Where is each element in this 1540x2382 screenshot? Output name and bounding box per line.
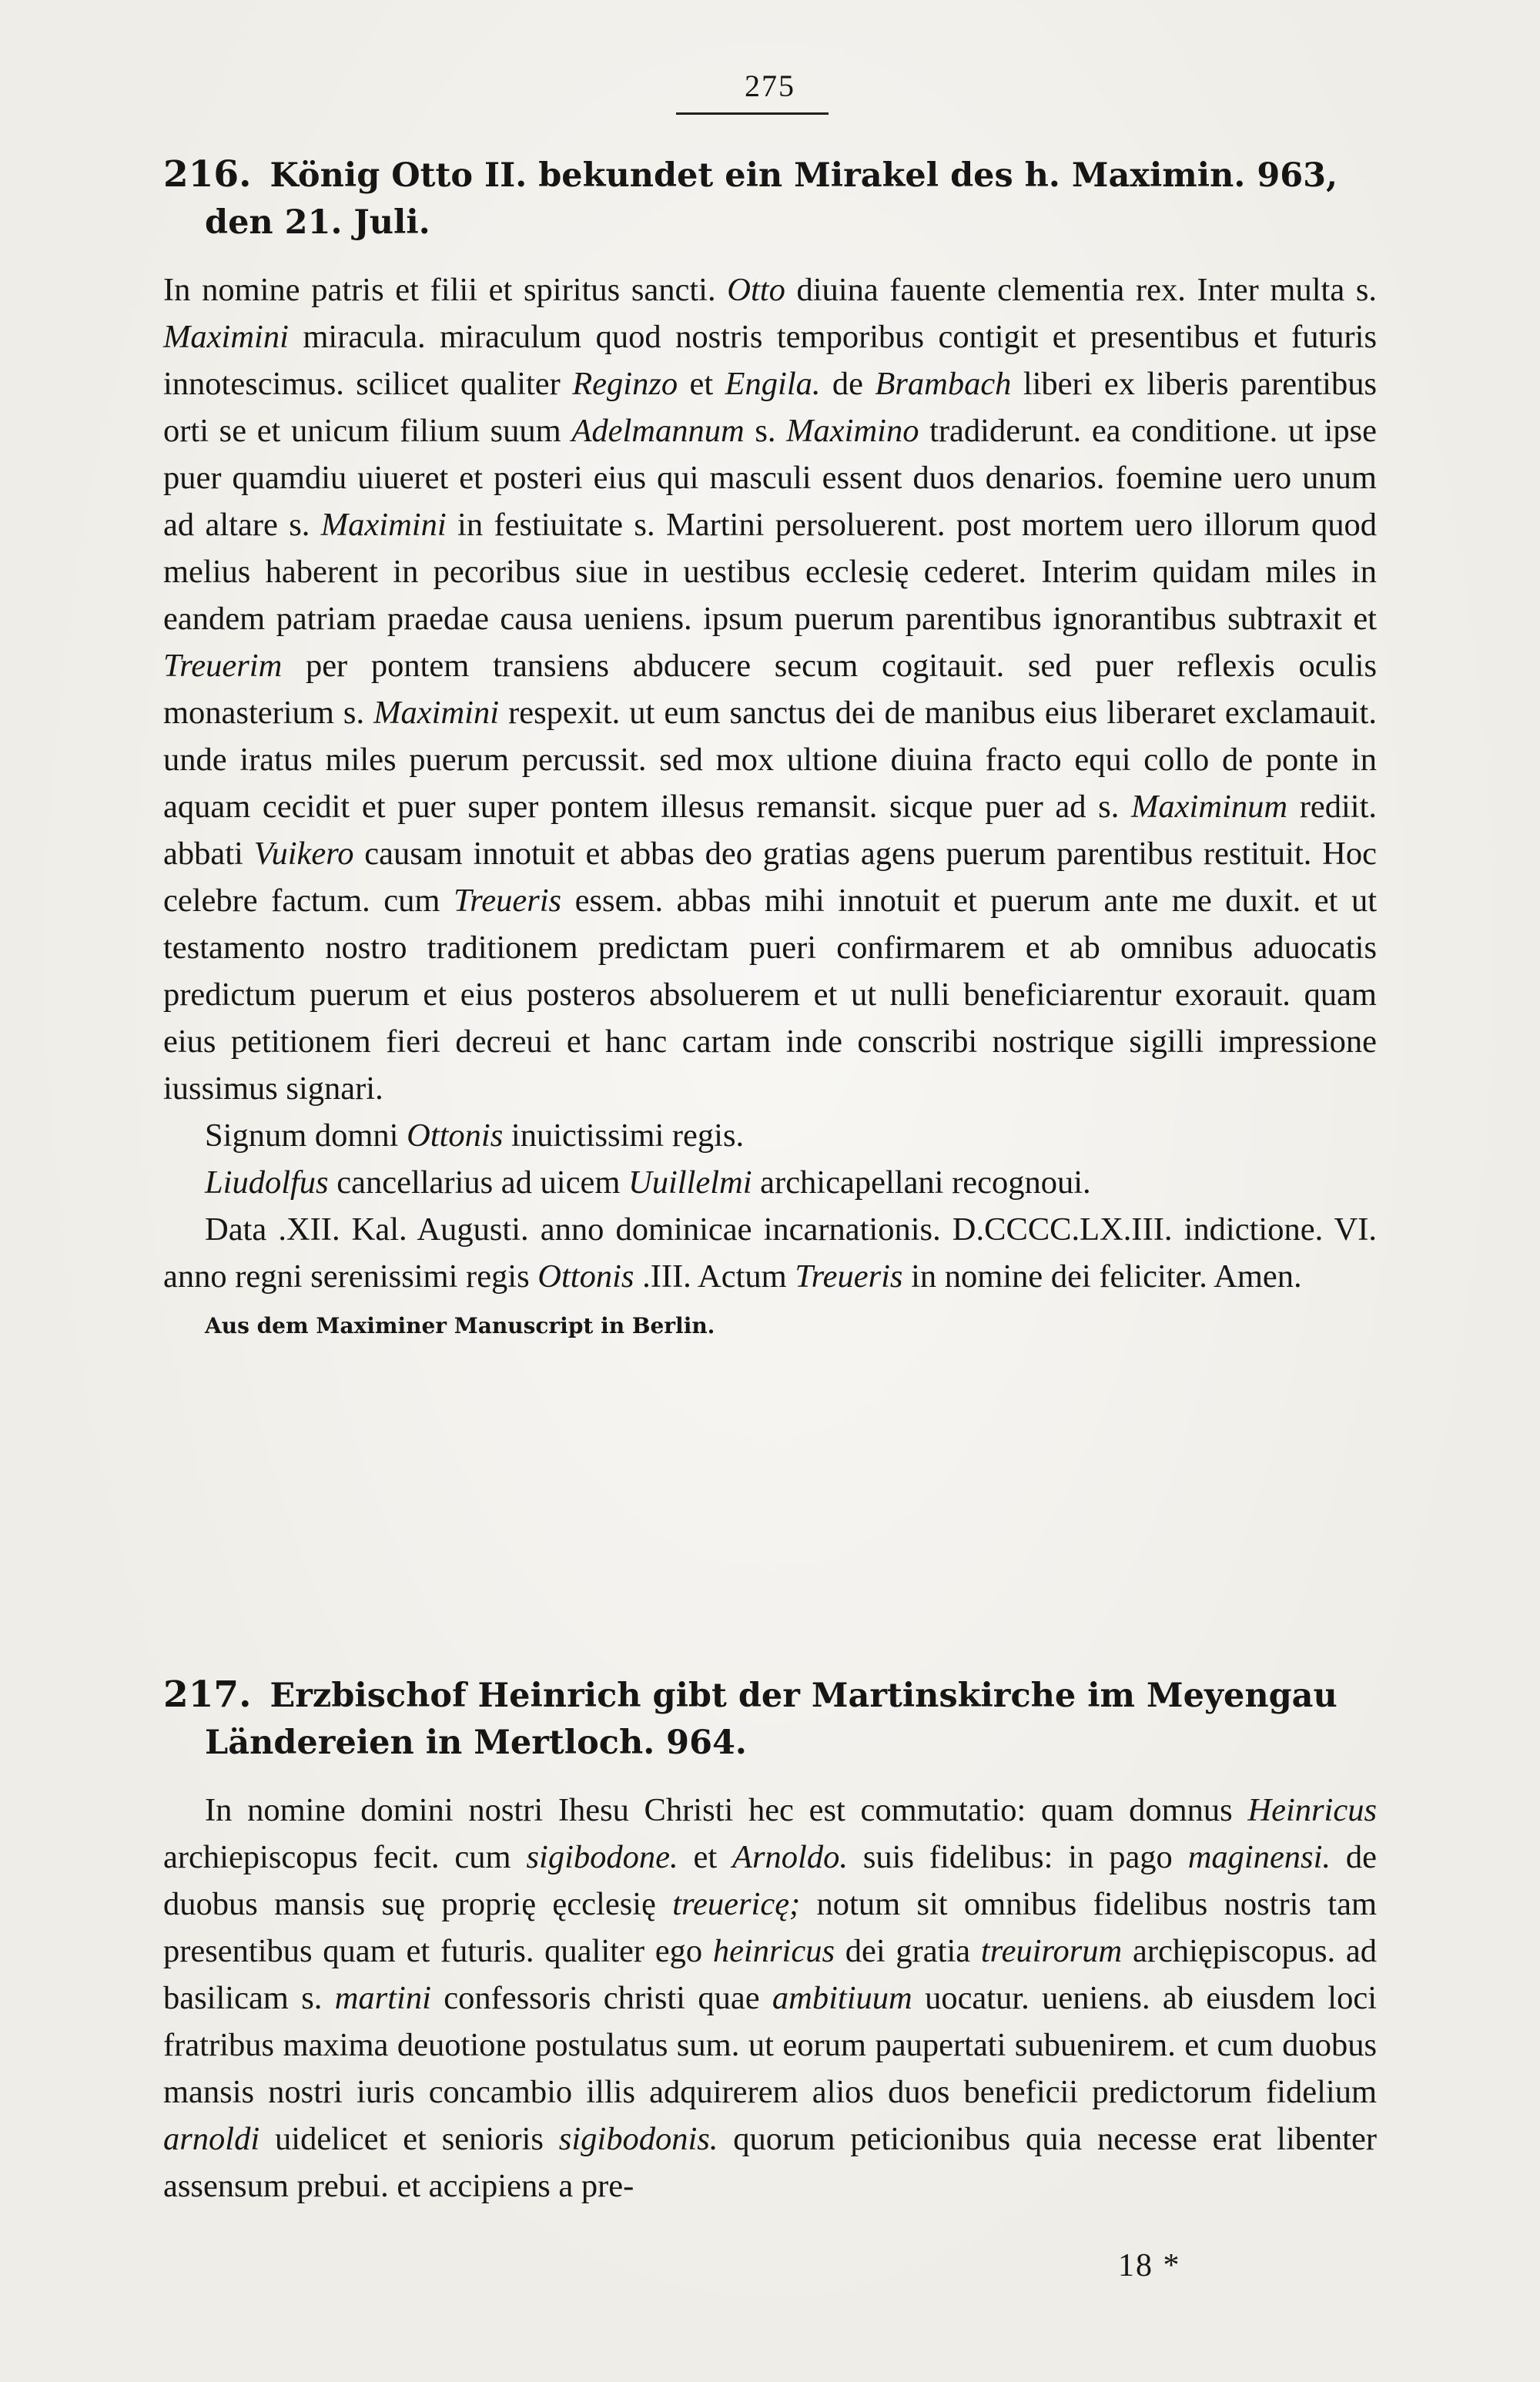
body-text: uidelicet et senioris xyxy=(275,2121,544,2157)
document-216-title-line2: den 21. Juli. xyxy=(205,203,430,242)
body-text: notum sit omnibus fidelibus nostris tam presentibus quam et futuris. qualiter ego xyxy=(163,1886,1378,1969)
name-arnoldi: arnoldi xyxy=(163,2121,260,2157)
dating-text: Data .XII. Kal. Augusti. anno dominicae incarnationis. D.CCCC.LX.III. indictione. VI. anno regni serenissimi regis xyxy=(163,1211,1377,1295)
document-217 xyxy=(163,1671,1377,2209)
name-heinricus: heinricus xyxy=(712,1933,835,1969)
name-maximini: Maximini xyxy=(320,507,447,543)
signum-line xyxy=(163,1112,1377,1159)
body-text: archiępiscopus. ad basilicam s. xyxy=(163,1933,1378,2016)
name-treuerim: Treuerim xyxy=(163,648,283,684)
body-text: per pontem transiens abducere secum cogitauit. sed puer reflexis oculis monasterium s. xyxy=(163,648,1377,731)
source-note: Aus dem Maximiner Manuscript in Berlin. xyxy=(205,1313,715,1338)
name-sigibodone: sigibodone. xyxy=(526,1839,678,1875)
body-text: de xyxy=(832,366,863,402)
recognition-line xyxy=(163,1159,1377,1206)
name-treuirorum: treuirorum xyxy=(980,1933,1123,1969)
body-text: archiepiscopus fecit. cum xyxy=(163,1839,511,1875)
document-216-number: 216. xyxy=(163,153,252,196)
page-number: 275 xyxy=(745,69,795,103)
body-text: s. xyxy=(755,413,776,449)
name-maximini: Maximini xyxy=(163,319,289,355)
name-maximini: Maximini xyxy=(373,695,500,731)
body-text: tradiderunt. ea conditione. ut ipse puer quamdiu uiueret et posteri eius qui masculi essent duos denarios. foemine uero unum ad altare s. xyxy=(163,413,1377,543)
body-text: miracula. miraculum quod nostris temporibus contigit et presentibus et futuris innotescimus. scilicet qualiter xyxy=(163,319,1378,402)
name-arnoldo: Arnoldo. xyxy=(732,1839,848,1875)
name-sigibodonis: sigibodonis. xyxy=(558,2121,718,2157)
name-treueris: Treueris xyxy=(453,883,562,919)
body-text: respexit. ut eum sanctus dei de manibus eius liberaret exclamauit. unde iratus miles puerum percussit. sed mox ultione diuina fracto equi collo de ponte in aquam cecidit et puer super pontem illesus remansit. sicque puer ad s. xyxy=(163,695,1377,825)
header-rule xyxy=(676,112,829,115)
name-engila: Engila. xyxy=(725,366,821,402)
name-adelmannum: Adelmannum xyxy=(571,413,745,449)
name-brambach: Brambach xyxy=(875,366,1012,402)
name-maximinum: Maximinum xyxy=(1131,789,1288,825)
document-217-title xyxy=(163,1671,1377,1767)
body-text: et xyxy=(689,366,714,402)
name-uuillelmi: Uuillelmi xyxy=(628,1164,752,1201)
name-liudolfus: Liudolfus xyxy=(205,1164,329,1201)
name-ambitiuum: ambitiuum xyxy=(772,1980,912,2016)
body-text: liberi ex liberis parentibus orti se et unicum filium suum xyxy=(163,366,1378,449)
body-text: essem. abbas mihi innotuit et puerum ante me duxit. et ut testamento nostro traditionem predictam pueri confirmarem et ab omnibus aduocatis predictum puerum et eius posteros absoluerem et ut nulli beneficiarentur exorauit. quam eius petitionem fieri decreui et hanc cartam inde conscribi nostrique sigilli impressione iussimus signari. xyxy=(163,883,1378,1107)
dating-clause xyxy=(163,1206,1377,1300)
dating-text: .III. Actum xyxy=(642,1258,787,1295)
document-216-body xyxy=(163,266,1377,1112)
name-otto: Otto xyxy=(727,272,785,308)
name-maximino: Maximino xyxy=(786,413,919,449)
body-text: causam innotuit et abbas deo gratias agens puerum parentibus restituit. Hoc celebre factum. cum xyxy=(163,836,1377,919)
name-heinricus: Heinricus xyxy=(1247,1792,1378,1828)
recognition-text: cancellarius ad uicem xyxy=(336,1164,621,1201)
signum-text: Signum domni xyxy=(205,1117,399,1154)
dating-text: in nomine dei feliciter. Amen. xyxy=(911,1258,1302,1295)
name-treueris: Treueris xyxy=(795,1258,903,1295)
document-216-title-line1: König Otto II. bekundet ein Mirakel des h. Maximin. 963, xyxy=(270,156,1338,195)
document-217-body xyxy=(163,1787,1377,2209)
body-text: suis fidelibus: in pago xyxy=(862,1839,1173,1875)
body-text: de duobus mansis suę proprię ęcclesię xyxy=(163,1839,1378,1922)
name-treuerice: treuericę; xyxy=(672,1886,801,1922)
name-ottonis: Ottonis xyxy=(537,1258,634,1295)
name-reginzo: Reginzo xyxy=(572,366,678,402)
name-ottonis: Ottonis xyxy=(407,1117,504,1154)
body-text: confessoris christi quae xyxy=(444,1980,760,2016)
signum-text: inuictissimi regis. xyxy=(511,1117,745,1154)
document-217-title-text: Erzbischof Heinrich gibt der Martinskirche im Meyengau Ländereien in Mertloch. 964. xyxy=(205,1677,1337,1762)
name-vuikero: Vuikero xyxy=(253,836,354,872)
document-216 xyxy=(163,151,1377,1342)
body-text: In nomine patris et filii et spiritus sancti. xyxy=(163,272,716,308)
body-text: quorum peticionibus quia necesse erat libenter assensum prebui. et accipiens a pre- xyxy=(163,2121,1377,2204)
name-martini: martini xyxy=(334,1980,431,2016)
name-maginensi: maginensi. xyxy=(1187,1839,1331,1875)
body-text: et xyxy=(693,1839,718,1875)
document-216-title xyxy=(163,151,1377,246)
body-text: In nomine domini nostri Ihesu Christi hec est commutatio: quam domnus xyxy=(205,1792,1233,1828)
body-text: rediit. abbati xyxy=(163,789,1378,872)
body-text: dei gratia xyxy=(845,1933,971,1969)
body-text: in festiuitate s. Martini persoluerent. post mortem uero illorum quod melius haberent in pecoribus siue in uestibus ecclesię cederet. Interim quidam miles in eandem patriam praedae causa ueniens. ipsum puerum parentibus ignorantibus subtraxit et xyxy=(163,507,1378,637)
body-text: diuina fauente clementia rex. Inter multa s. xyxy=(796,272,1378,308)
document-217-number: 217. xyxy=(163,1673,252,1716)
signature-mark: 18 * xyxy=(1118,2248,1181,2283)
body-text: uocatur. ueniens. ab eiusdem loci fratribus maxima deuotione postulatus sum. ut eorum paupertati subuenirem. et cum duobus mansis nostri iuris concambio illis adquirerem alios duos beneficii predictorum fidelium xyxy=(163,1980,1378,2110)
recognition-text: archicapellani recognoui. xyxy=(760,1164,1091,1201)
